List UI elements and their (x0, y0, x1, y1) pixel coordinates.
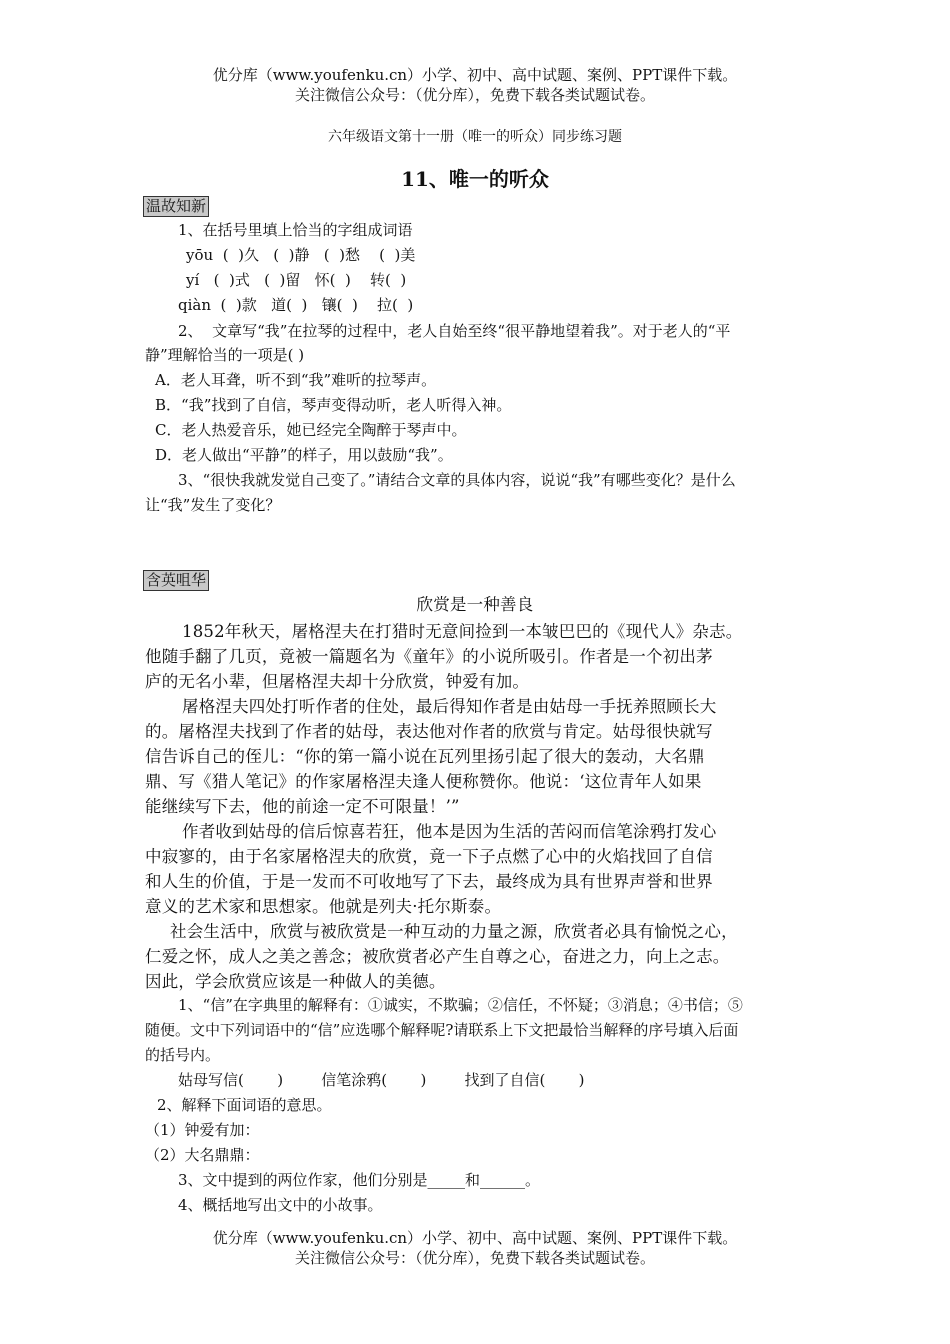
story-p1-line: 庐的无名小辈，但屠格涅夫却十分欣赏，钟爱有加。 (145, 672, 530, 691)
s1-option-c: C．老人热爱音乐，她已经完全陶醉于琴声中。 (155, 421, 467, 439)
story-p4-line: 仁爱之怀，成人之美之善念；被欣赏者必产生自尊之心，奋进之力，向上之志。 (145, 947, 730, 966)
s1-q3-line-1: 3、“很快我就发觉自己变了。”请结合文章的具体内容，说说“我”有哪些变化？是什么 (178, 471, 736, 489)
s2-q1-line-3: 的括号内。 (145, 1046, 221, 1064)
story-p1-line: 1852年秋天，屠格涅夫在打猎时无意间捡到一本皱巴巴的《现代人》杂志。 (182, 622, 743, 641)
story-p3-line: 作者收到姑母的信后惊喜若狂，他本是因为生活的苦闷而信笔涂鸦打发心 (182, 822, 717, 841)
story-p4-line: 社会生活中，欣赏与被欣赏是一种互动的力量之源，欣赏者必具有愉悦之心， (170, 922, 738, 941)
s2-q2-item-2: （2）大名鼎鼎： (145, 1146, 260, 1164)
s1-option-d: D．老人做出“平静”的样子，用以鼓励“我”。 (155, 446, 453, 464)
s1-option-b: B．“我”找到了自信，琴声变得动听，老人听得入神。 (155, 396, 512, 414)
story-p3-line: 意义的艺术家和思想家。他就是列夫·托尔斯泰。 (145, 897, 502, 916)
s2-q2-item-1: （1）钟爱有加： (145, 1121, 260, 1139)
section-label-hanying: 含英咀华 (143, 570, 209, 591)
s1-q1: 1、在括号里填上恰当的字组成词语 (178, 221, 413, 239)
s1-pinyin-row-3: qiàn ( )款 道( ) 镶( ) 拉( ) (178, 296, 414, 314)
s2-q3: 3、文中提到的两位作家，他们分别是_____和______。 (178, 1171, 541, 1189)
s1-pinyin-row-2: yí ( )式 ( )留 怀( ) 转( ) (186, 271, 407, 289)
s1-option-a: A．老人耳聋，听不到“我”难听的拉琴声。 (155, 371, 437, 389)
page-subtitle: 六年级语文第十一册（唯一的听众）同步练习题 (328, 129, 622, 145)
s1-q3-line-2: 让“我”发生了变化？ (145, 496, 281, 514)
story-p4-line: 因此，学会欣赏应该是一种做人的美德。 (145, 972, 446, 991)
header-line-1: 优分库（www.youfenku.cn）小学、初中、高中试题、案例、PPT课件下载。 (212, 66, 738, 84)
story-p3-line: 和人生的价值，于是一发而不可收地写了下去，最终成为具有世界声誉和世界 (145, 872, 713, 891)
s2-q1-items: 姑母写信( ) 信笔涂鸦( ) 找到了自信( ) (178, 1071, 585, 1089)
footer-line-2: 关注微信公众号：（优分库），免费下载各类试题试卷。 (294, 1249, 655, 1267)
story-p2-line: 信告诉自己的侄儿：“你的第一篇小说在瓦列里扬引起了很大的轰动，大名鼎 (145, 747, 705, 766)
s2-q4: 4、概括地写出文中的小故事。 (178, 1196, 383, 1214)
story-p1-line: 他随手翻了几页，竟被一篇题名为《童年》的小说所吸引。作者是一个初出茅 (145, 647, 713, 666)
story-p2-line: 鼎、写《猎人笔记》的作家屠格涅夫逢人便称赞你。他说：‘这位青年人如果 (145, 772, 702, 791)
s1-pinyin-row-1: yōu ( )久 ( )静 ( )愁 ( )美 (186, 246, 416, 264)
header-line-2: 关注微信公众号：（优分库），免费下载各类试题试卷。 (294, 86, 655, 104)
s1-q2-line-2: 静”理解恰当的一项是( ) (145, 346, 305, 364)
s2-q1-line-2: 随便。文中下列词语中的“信”应选哪个解释呢?请联系上下文把最恰当解释的序号填入后面 (145, 1021, 739, 1039)
story-p3-line: 中寂寥的，由于名家屠格涅夫的欣赏，竟一下子点燃了心中的火焰找回了自信 (145, 847, 713, 866)
page-title: 11、唯一的听众 (401, 167, 549, 191)
s2-q1-line-1: 1、“信”在字典里的解释有：①诚实，不欺骗；②信任，不怀疑；③消息；④书信；⑤ (178, 996, 743, 1014)
story-title: 欣赏是一种善良 (416, 595, 534, 614)
story-p2-line: 的。屠格涅夫找到了作者的姑母，表达他对作者的欣赏与肯定。姑母很快就写 (145, 722, 713, 741)
s1-q2-line-1: 2、 文章写“我”在拉琴的过程中，老人自始至终“很平静地望着我”。对于老人的“平 (178, 322, 731, 340)
section-label-wengu: 温故知新 (143, 196, 209, 217)
story-p2-line: 能继续写下去，他的前途一定不可限量！’” (145, 797, 460, 816)
footer-line-1: 优分库（www.youfenku.cn）小学、初中、高中试题、案例、PPT课件下载。 (212, 1229, 738, 1247)
s2-q2: 2、解释下面词语的意思。 (157, 1096, 332, 1114)
story-p2-line: 屠格涅夫四处打听作者的住处，最后得知作者是由姑母一手抚养照顾长大 (182, 697, 717, 716)
